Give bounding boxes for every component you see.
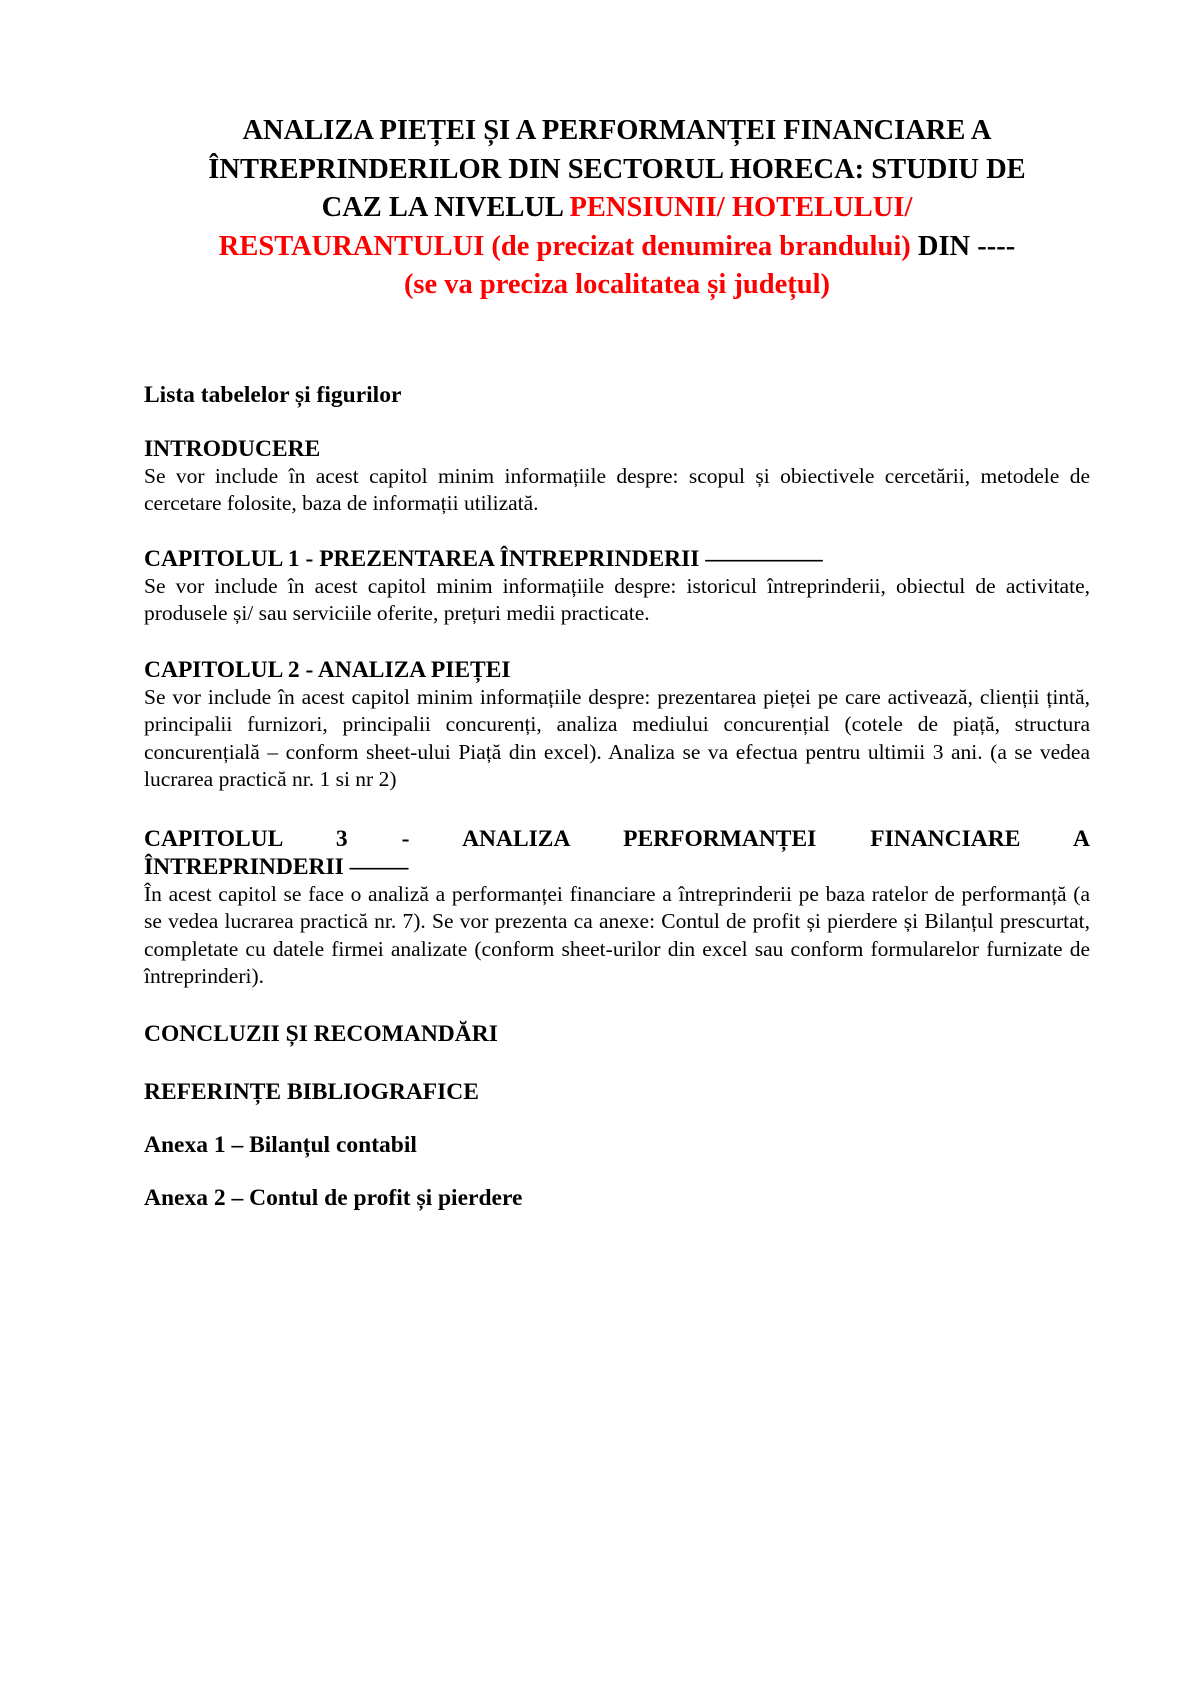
anexa-1-heading: Anexa 1 – Bilanțul contabil [144,1131,417,1158]
capitol-3-text: În acest capitol se face o analiză a performanței financiare a întreprinderii pe baza ratelor de performanță (a se vedea lucrarea practică nr. 7). Se vor prezenta ca anexe: Contul de profit și pierdere și Bilanțul prescurtat, completate cu datele firmei analizate (conform sheet-urilor din excel sau conform formularelor furnizate de întreprinderi). [144,881,1090,988]
document-title [144,112,1090,305]
section-introducere [144,435,1090,518]
capitol-1-text: Se vor include în acest capitol minim informațiile despre: istoricul întreprinderii, obiectul de activitate, produsele și/ sau serviciile oferite, prețuri medii practicate. [144,573,1090,625]
capitol-1-heading: CAPITOLUL 1 - PREZENTAREA ÎNTREPRINDERII –––––––––– [144,545,823,572]
title-line-1: ANALIZA PIEȚEI ȘI A PERFORMANȚEI FINANCIARE A [242,115,992,146]
title-line-3-red: PENSIUNII/ HOTELULUI/ [569,192,913,223]
section-capitol-3 [144,825,1090,991]
capitol-3-heading-line-1: CAPITOLUL 3 - ANALIZA PERFORMANȚEI FINANCIARE A [144,825,1090,852]
concluzii-heading: CONCLUZII ȘI RECOMANDĂRI [144,1020,498,1047]
introducere-text: Se vor include în acest capitol minim informațiile despre: scopul și obiectivele cercetării, metodele de cercetare folosite, baza de informații utilizată. [144,463,1090,515]
section-capitol-2 [144,656,1090,794]
list-of-tables-heading: Lista tabelelor și figurilor [144,381,402,408]
capitol-2-text: Se vor include în acest capitol minim informațiile despre: prezentarea pieței pe care activează, clienții țintă, principalii furnizori, principalii concurenți, analiza mediului concurențial (cotele de piață, structura concurențială – conform sheet-ului Piață din excel). Analiza se va efectua pentru ultimii 3 ani. (a se vedea lucrarea practică nr. 1 si nr 2) [144,684,1090,791]
title-line-3-black: CAZ LA NIVELUL [321,192,570,223]
capitol-2-heading: CAPITOLUL 2 - ANALIZA PIEȚEI [144,656,511,683]
title-line-5-red: (se va preciza localitatea și județul) [403,269,831,300]
anexa-2-heading: Anexa 2 – Contul de profit și pierdere [144,1184,523,1211]
referinte-heading: REFERINȚE BIBLIOGRAFICE [144,1078,479,1105]
title-line-4-black: DIN ---- [910,230,1016,262]
title-line-2: ÎNTREPRINDERILOR DIN SECTORUL HORECA: STUDIU DE [208,153,1026,185]
title-line-4-red: RESTAURANTULUI (de precizat denumirea brandului) [218,230,911,262]
introducere-heading: INTRODUCERE [144,435,321,462]
capitol-3-heading-line-2: ÎNTREPRINDERII ––––– [144,853,409,880]
section-capitol-1 [144,545,1090,628]
